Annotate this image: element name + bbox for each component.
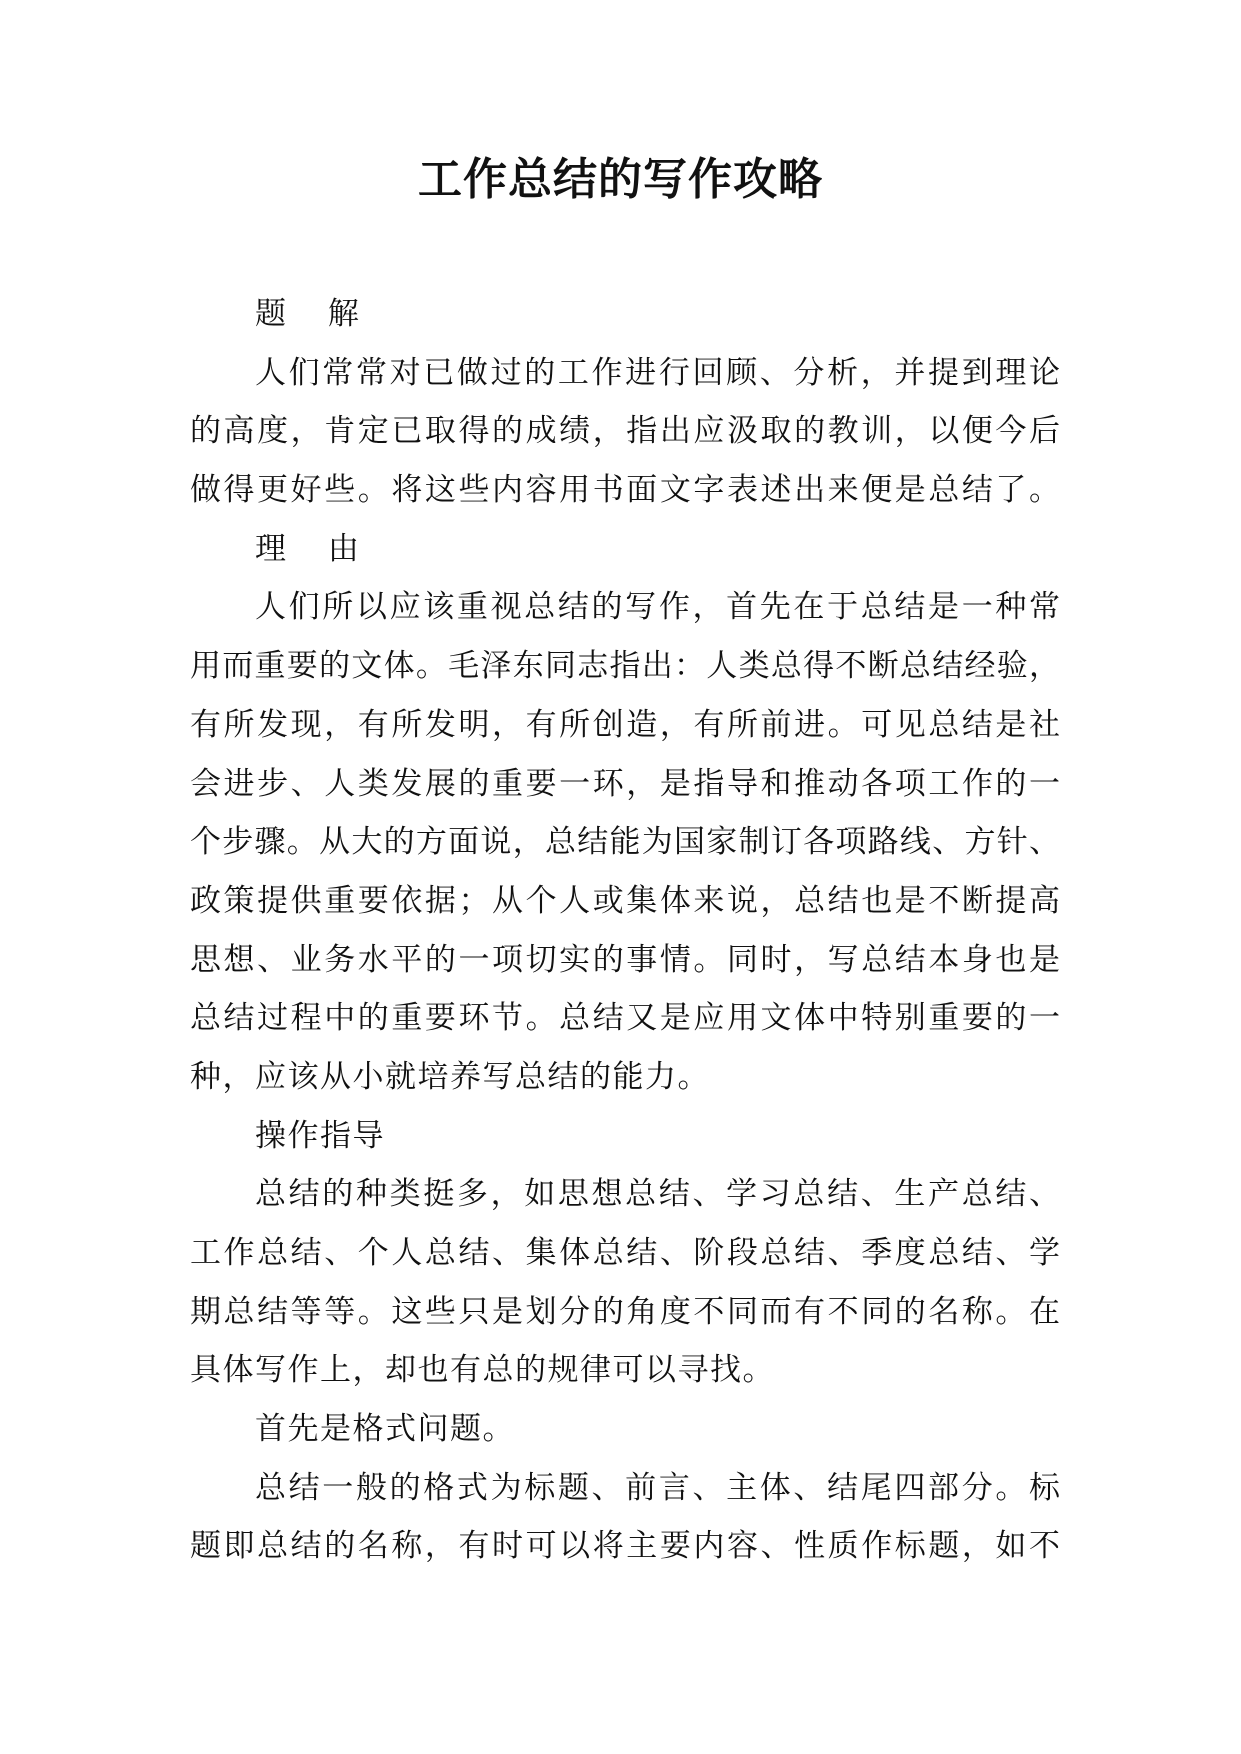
paragraph-line: 的高度，肯定已取得的成绩，指出应汲取的教训，以便今后	[190, 413, 1060, 450]
paragraph-line: 总结的种类挺多，如思想总结、学习总结、生产总结、	[255, 1176, 1060, 1213]
document-body	[190, 285, 1060, 1576]
paragraph-line: 人们常常对已做过的工作进行回顾、分析，并提到理论	[255, 354, 1060, 391]
section-heading-tijie: 题 解	[255, 296, 375, 332]
paragraph-line: 具体写作上，却也有总的规律可以寻找。	[190, 1352, 775, 1389]
paragraph-line: 思想、业务水平的一项切实的事情。同时，写总结本身也是	[190, 941, 1060, 978]
paragraph-line: 种，应该从小就培养写总结的能力。	[190, 1058, 710, 1095]
paragraph-line: 题即总结的名称，有时可以将主要内容、性质作标题，如不	[190, 1528, 1060, 1565]
paragraph-line: 有所发现，有所发明，有所创造，有所前进。可见总结是社	[190, 706, 1060, 743]
paragraph-line: 政策提供重要依据；从个人或集体来说，总结也是不断提高	[190, 882, 1060, 919]
paragraph-line: 工作总结、个人总结、集体总结、阶段总结、季度总结、学	[190, 1235, 1060, 1271]
paragraph-line: 个步骤。从大的方面说，总结能为国家制订各项路线、方针、	[190, 824, 1060, 861]
paragraph-line: 期总结等等。这些只是划分的角度不同而有不同的名称。在	[190, 1293, 1060, 1330]
paragraph-line: 人们所以应该重视总结的写作，首先在于总结是一种常	[255, 589, 1060, 626]
paragraph-line: 会进步、人类发展的重要一环，是指导和推动各项工作的一	[190, 765, 1060, 802]
document-title: 工作总结的写作攻略	[418, 154, 823, 205]
paragraph-line: 总结一般的格式为标题、前言、主体、结尾四部分。标	[255, 1469, 1060, 1506]
section-heading-caozuo: 操作指导	[255, 1117, 385, 1154]
paragraph-line: 用而重要的文体。毛泽东同志指出：人类总得不断总结经验，	[190, 648, 1060, 685]
paragraph-line: 总结过程中的重要环节。总结又是应用文体中特别重要的一	[190, 1000, 1060, 1037]
paragraph-line-format: 首先是格式问题。	[255, 1411, 515, 1448]
paragraph-line: 做得更好些。将这些内容用书面文字表述出来便是总结了。	[190, 472, 1060, 509]
section-heading-liyou: 理 由	[255, 530, 375, 567]
